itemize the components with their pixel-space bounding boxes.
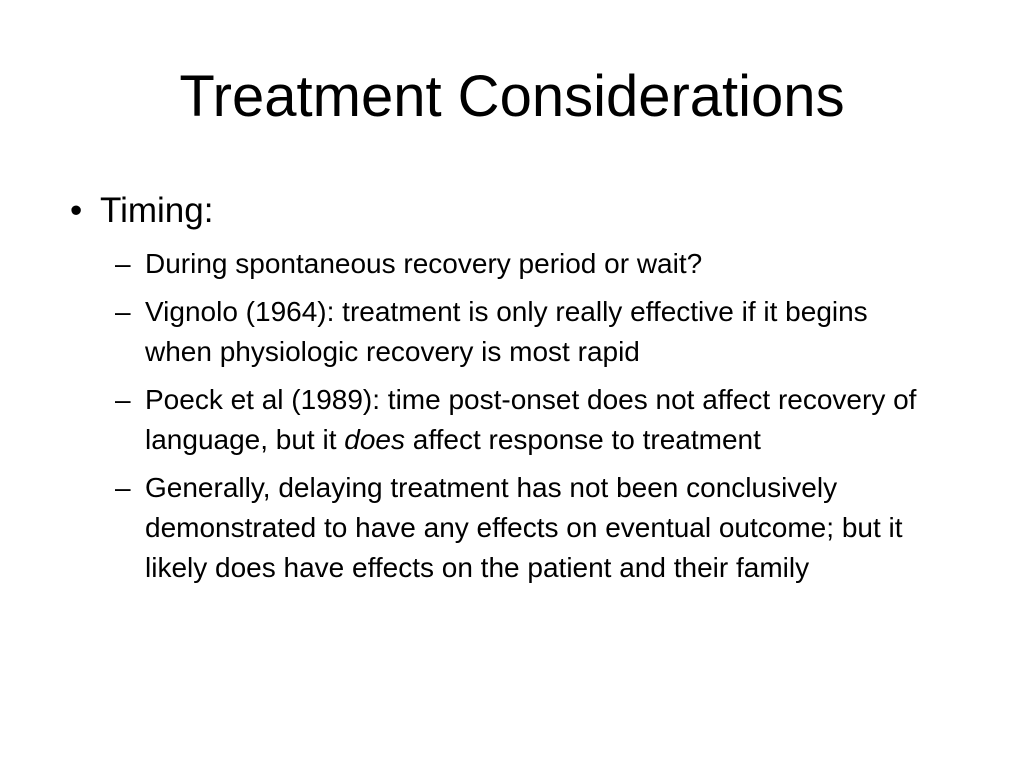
sub-bullet-text: Generally, delaying treatment has not been conclusively demonstrated to have any effects on eventual outcome; but it likely does have effects on the patient and their family xyxy=(145,472,903,583)
sub-bullet-vignolo xyxy=(115,292,935,372)
sub-bullet-text: During spontaneous recovery period or wait? xyxy=(145,248,703,279)
sub-bullet-list xyxy=(115,244,935,596)
sub-bullet-text xyxy=(145,380,935,460)
dash-marker: – xyxy=(115,296,131,327)
bullet-marker: • xyxy=(70,191,83,230)
dash-marker: – xyxy=(115,248,131,279)
sub-bullet-text-after: affect response to treatment xyxy=(405,424,761,455)
emphasis-does: does xyxy=(344,424,405,455)
sub-bullet-text-before: Poeck et al (1989): time post-onset does not affect recovery of language, but it xyxy=(145,384,917,455)
dash-marker: – xyxy=(115,472,131,503)
dash-marker: – xyxy=(115,384,131,415)
sub-bullet-poeck xyxy=(115,380,935,460)
sub-bullet-spontaneous-recovery xyxy=(115,244,935,284)
sub-bullet-delaying-treatment xyxy=(115,468,935,588)
bullet-label: Timing: xyxy=(100,191,214,230)
slide-title: Treatment Considerations xyxy=(179,64,845,129)
sub-bullet-text: Vignolo (1964): treatment is only really effective if it begins when physiologic recovery is most rapid xyxy=(145,296,868,367)
